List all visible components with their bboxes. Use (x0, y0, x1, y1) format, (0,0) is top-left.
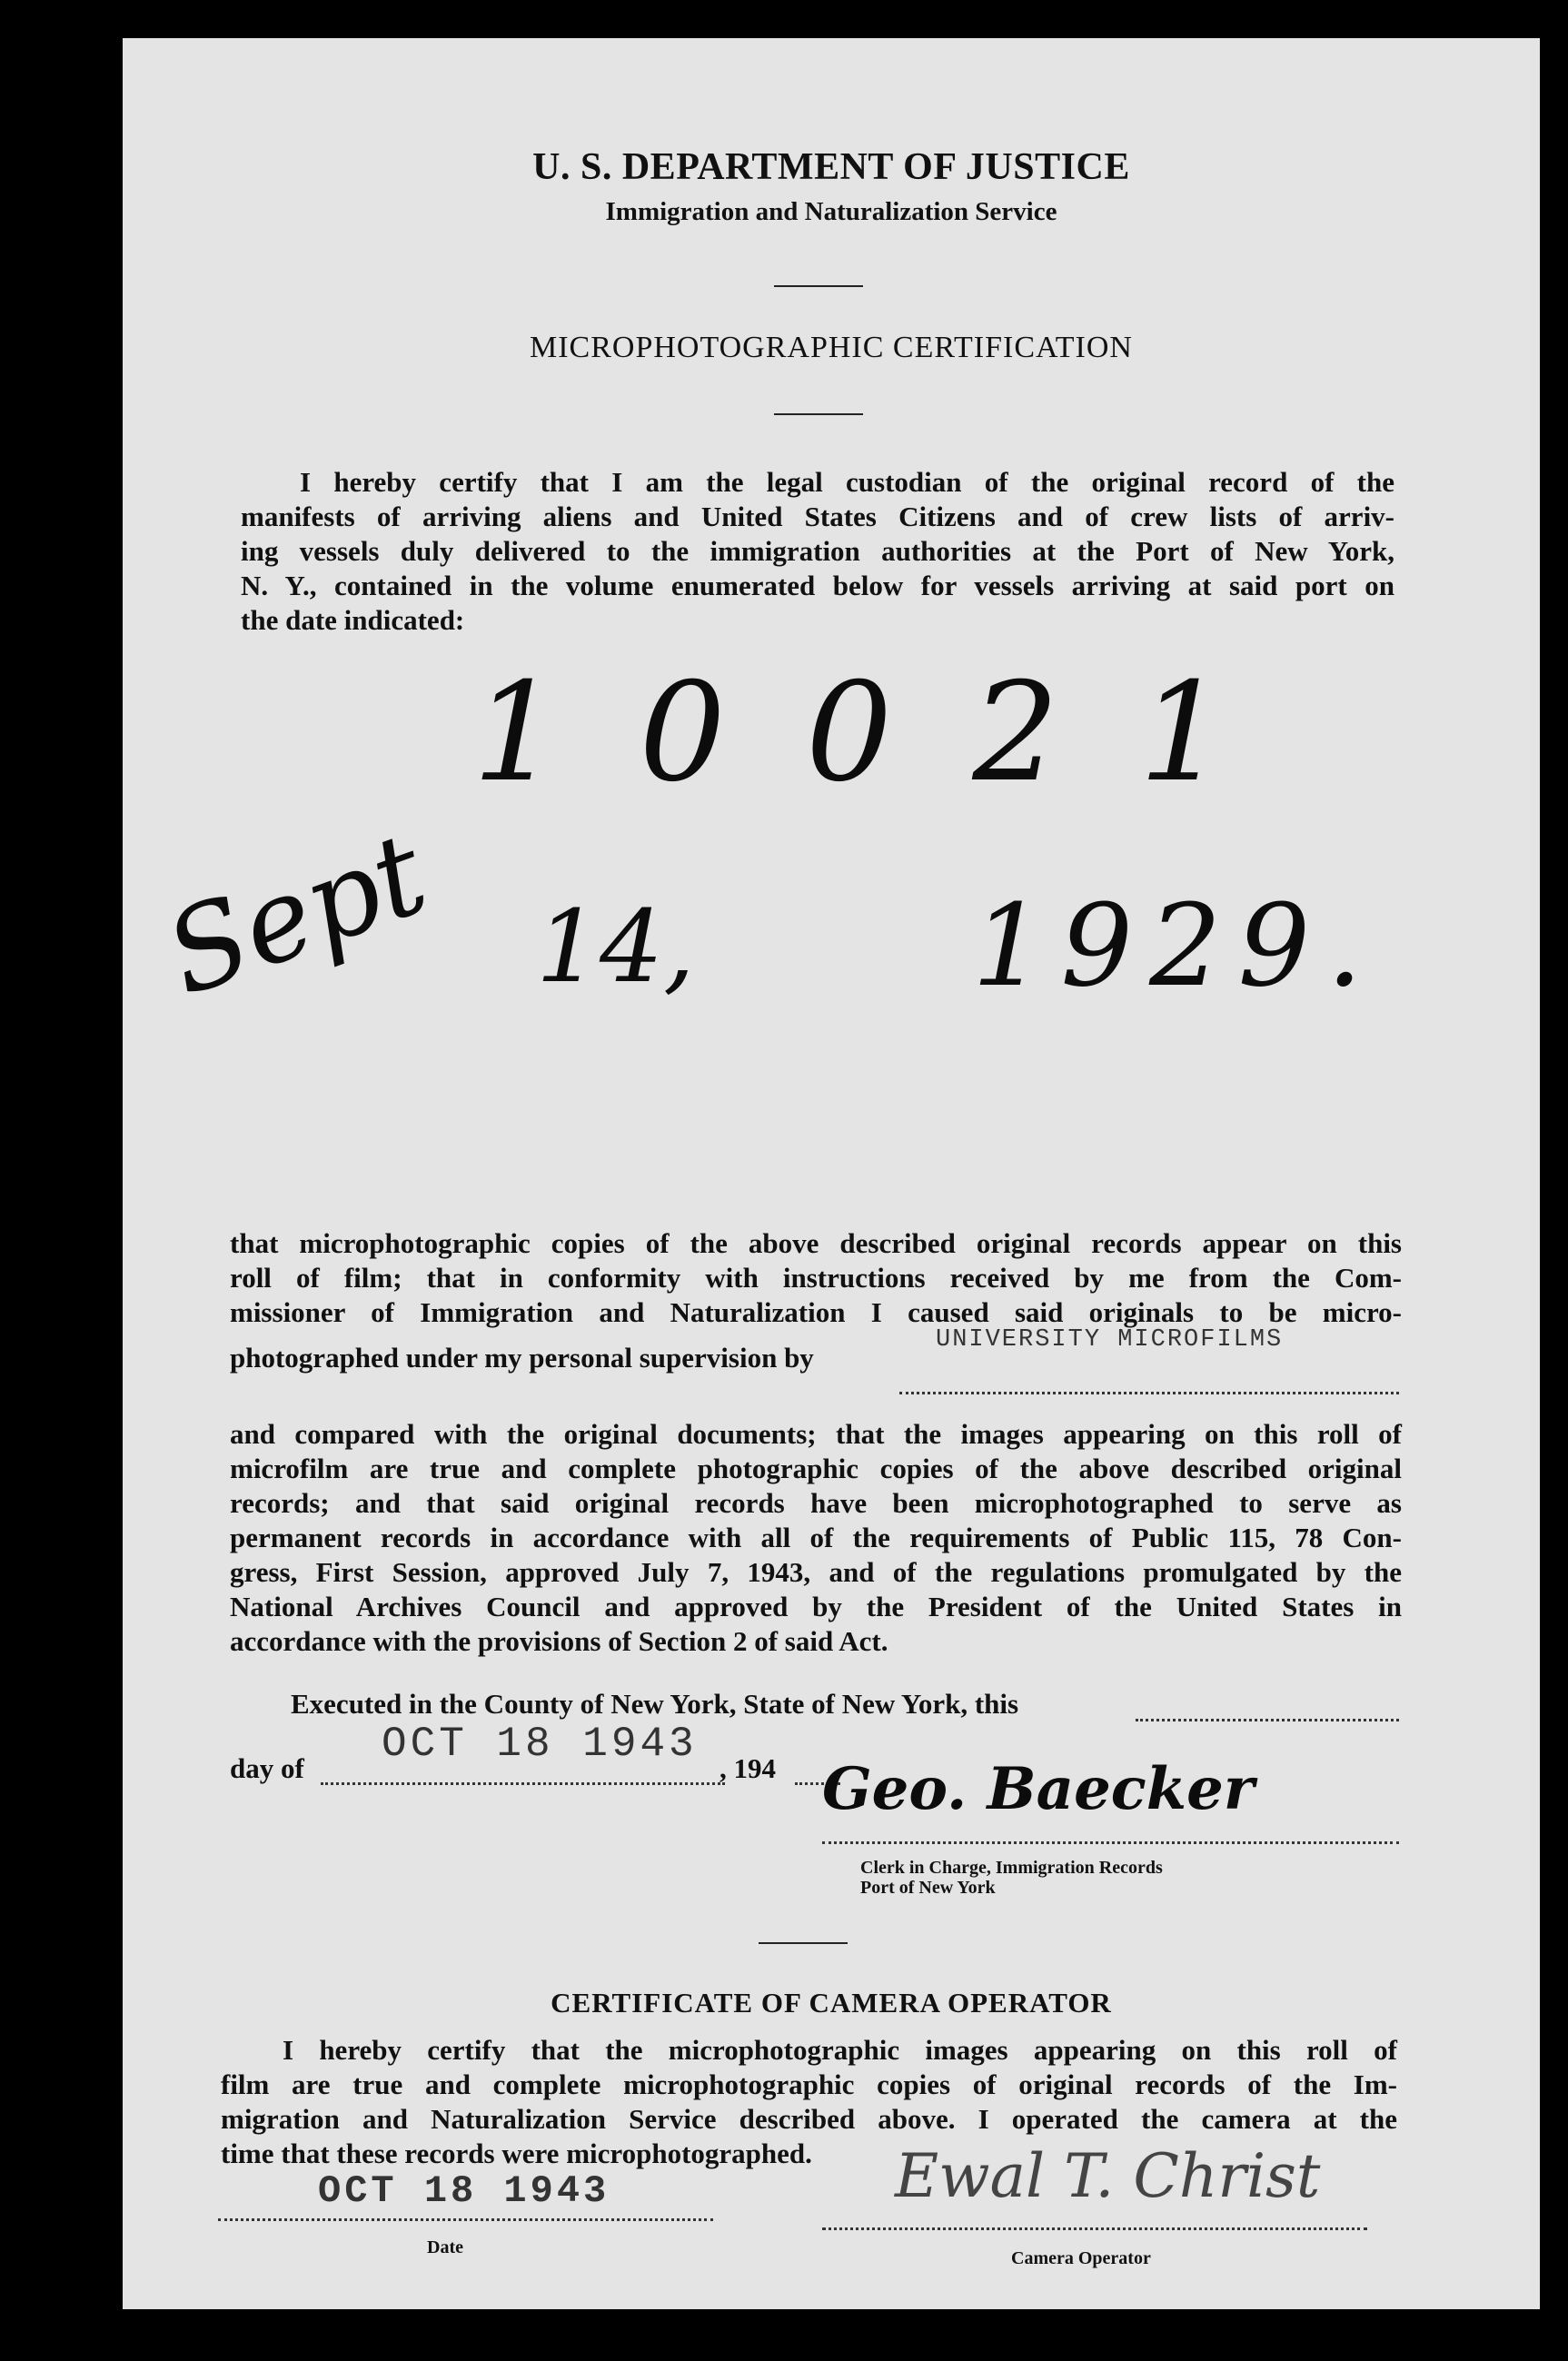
body-line: gress, First Session, approved July 7, 1943, and of the regulations promulgated by the (230, 1556, 1402, 1588)
execution-day-dotted-line (1136, 1719, 1399, 1721)
supervisor-stamp: UNIVERSITY MICROFILMS (936, 1326, 1284, 1354)
intro-line: I hereby certify that I am the legal custodian of the original record of the (300, 466, 1394, 498)
certificate-page (123, 38, 1540, 2309)
date-label: Date (427, 2237, 463, 2257)
certification-title: MICROPHOTOGRAPHIC CERTIFICATION (529, 331, 1133, 364)
intro-line: the date indicated: (241, 604, 465, 636)
day-of-label: day of (230, 1752, 304, 1784)
divider (774, 285, 863, 287)
body-line: photographed under my personal supervision by (230, 1342, 814, 1374)
intro-line: ing vessels duly delivered to the immigration authorities at the Port of New York, (241, 535, 1394, 567)
camera-line: film are true and complete microphotographic copies of original records of the Im- (221, 2068, 1397, 2100)
body-line: records; and that said original records have been microphotographed to serve as (230, 1487, 1402, 1519)
clerk-signature-line (822, 1841, 1399, 1844)
intro-line: manifests of arriving aliens and United States Citizens and of crew lists of arriv- (241, 501, 1394, 532)
body-paragraph-part2 (230, 1417, 1402, 1659)
supervisor-dotted-line (899, 1392, 1399, 1394)
clerk-caption-port: Port of New York (860, 1878, 996, 1898)
body-line: roll of film; that in conformity with instructions received by me from the Com- (230, 1262, 1402, 1294)
body-line: microfilm are true and complete photographic copies of the above described original (230, 1453, 1402, 1484)
camera-certificate-title: CERTIFICATE OF CAMERA OPERATOR (551, 1987, 1112, 2019)
body-line: missioner of Immigration and Naturalization I caused said originals to be micro- (230, 1296, 1402, 1328)
day-of-dotted-line (321, 1782, 725, 1785)
date-dotted-line (218, 2218, 713, 2221)
operator-label: Camera Operator (1011, 2248, 1151, 2268)
handwritten-month: Sept (150, 808, 443, 1022)
body-line: National Archives Council and approved by the President of the United States in (230, 1591, 1402, 1622)
year-prefix: , 194 (719, 1752, 776, 1784)
clerk-signature: Geo. Baecker (822, 1755, 1255, 1823)
intro-paragraph (241, 465, 1394, 638)
camera-date-stamp: OCT 18 1943 (318, 2169, 610, 2213)
service-subheading: Immigration and Naturalization Service (605, 197, 1057, 226)
clerk-caption-title: Clerk in Charge, Immigration Records (860, 1858, 1163, 1878)
body-line: accordance with the provisions of Section 2 of said Act. (230, 1625, 888, 1657)
handwritten-year: 1929. (972, 880, 1379, 1012)
body-line: permanent records in accordance with all of the requirements of Public 115, 78 Con- (230, 1522, 1402, 1553)
department-heading: U. S. DEPARTMENT OF JUSTICE (532, 146, 1130, 188)
divider (774, 413, 863, 415)
body-line: and compared with the original documents; that the images appearing on this roll of (230, 1418, 1402, 1450)
camera-line: time that these records were microphotographed. (221, 2138, 812, 2169)
operator-signature-line (822, 2227, 1367, 2230)
execution-text: Executed in the County of New York, State of New York, this (291, 1688, 1019, 1720)
camera-line: migration and Naturalization Service described above. I operated the camera at the (221, 2103, 1397, 2135)
divider (759, 1942, 848, 1944)
body-line: that microphotographic copies of the above described original records appear on this (230, 1227, 1402, 1259)
intro-line: N. Y., contained in the volume enumerated below for vessels arriving at said port on (241, 570, 1394, 601)
handwritten-day: 14, (536, 888, 695, 1005)
handwritten-volume-number: 10021 (472, 654, 1306, 812)
camera-line: I hereby certify that the microphotographic images appearing on this roll of (283, 2034, 1397, 2066)
execution-date-stamp: OCT 18 1943 (382, 1721, 698, 1768)
operator-signature: Ewal T. Christ (895, 2141, 1321, 2211)
